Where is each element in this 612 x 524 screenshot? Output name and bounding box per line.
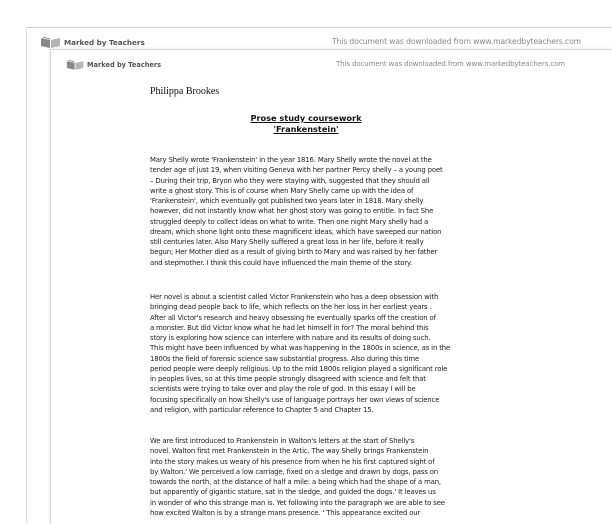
text-line: still centuries later. Also Mary Shelly suffered a great loss in her life, before it really: [150, 238, 424, 246]
paragraph: [150, 436, 462, 518]
text-line: into the story makes us weary of his presence from when he his first captured sight of: [150, 457, 435, 466]
text-line: novel. Walton first met Frankenstein in the Artic. The way Shelly brings Frankenstein: [150, 447, 429, 456]
inner-header: [66, 58, 606, 72]
text-line: 1800s the field of forensic science saw substantial progress. Also during this time: [150, 354, 420, 363]
logo-text: Marked by Teachers: [64, 37, 145, 47]
text-line: a monster. But did Victor know what he had let himself in for? The moral behind this: [150, 323, 429, 332]
text-line: 'Frankenstein', which eventually got published two years later in 1818. Mary shelly: [150, 197, 424, 205]
text-line: tender age of just 19, when visiting Geneva with her partner Percy shelly – a young poet: [150, 166, 443, 175]
text-line: and stepmother. I think this could have influenced the main theme of the story.: [150, 258, 412, 267]
inner-logo[interactable]: [66, 59, 161, 71]
text-line: and religion, with particular reference to Chapter 5 and Chapter 15.: [150, 405, 374, 414]
text-line: Mary Shelly wrote 'Frankenstein' in the year 1816. Mary Shelly wrote the novel at the: [150, 156, 432, 164]
text-line: begun; Her Mother died as a result of giving birth to Mary and was raised by her father: [150, 248, 438, 257]
paragraph: [150, 292, 462, 415]
download-notice[interactable]: This document was downloaded from www.markedbyteachers.com: [336, 60, 566, 68]
book-icon: [66, 59, 85, 71]
text-line: This might have been influenced by what was happening in the 1800s in science, as in the: [150, 344, 451, 353]
title-line: Prose study coursework: [250, 113, 362, 123]
book-icon: [40, 36, 62, 49]
document-title: [150, 113, 462, 135]
text-line: write a ghost story. This is of course when Mary Shelly came up with the idea of: [150, 186, 414, 195]
outer-page-left-border: [26, 27, 27, 523]
author-name: Philippa Brookes: [150, 86, 220, 97]
text-line: period people were deeply religious. Up to the mid 1800s religion played a significant role: [150, 364, 448, 373]
subtitle-line: 'Frankenstein': [273, 124, 339, 134]
outer-header: [40, 34, 600, 50]
text-line: focusing specifically on how Shelly's use of language portrays her own views of science: [150, 395, 440, 404]
text-line: Her novel is about a scientist called Victor Frankenstein who has a deep obsession with: [150, 293, 439, 301]
outer-logo[interactable]: [40, 36, 145, 49]
paragraph: [150, 155, 462, 268]
text-line: We are first introduced to Frankenstein in Walton's letters at the start of Shelly's: [150, 437, 415, 445]
text-line: dream, which shone light onto these magnificent ideas, which have sweeped our nation: [150, 227, 442, 236]
text-line: bringing dead people back to life, which reflects on the her loss in her earliest years .: [150, 303, 432, 312]
text-line: in wonder of who this strange man is. Yet following into the paragraph we are able to see: [150, 498, 445, 507]
text-line: scientists were trying to take over and play the role of god. In this essay I will be: [150, 385, 416, 394]
text-line: but apparently of gigantic stature, sat in the sledge, and guided the dogs.' It leaves us: [150, 488, 436, 497]
logo-text: Marked by Teachers: [87, 61, 162, 69]
text-line: – During their trip, Bryon who they were staying with, suggested that they should all: [150, 176, 430, 185]
text-line: struggled deeply to collect ideas on what to write. Then one night Mary shelly had a: [150, 217, 429, 226]
text-line: however, did not instantly know what her ghost story was going to entitle. In fact She: [150, 207, 434, 216]
text-line: in peoples lives, so at this time people strongly disagreed with science and felt that: [150, 375, 426, 383]
text-line: by Walton.' We perceived a low carriage, fixed on a sledge and drawn by dogs, pass on: [150, 467, 438, 476]
text-line: After all Victor's research and heavy obsessing he eventually sparks off the creation of: [150, 313, 436, 322]
text-line: story is exploring how science can interfere with nature and its results of doing such.: [150, 334, 431, 342]
outer-page-top-border: [26, 27, 612, 28]
download-notice[interactable]: This document was downloaded from www.markedbyteachers.com: [332, 37, 581, 46]
text-line: towards the north, at the distance of half a mile: a being which had the shape of a man,: [150, 478, 441, 486]
text-line: how excited Walton is by a strange mans presence. ' This appearance excited our: [150, 508, 421, 517]
